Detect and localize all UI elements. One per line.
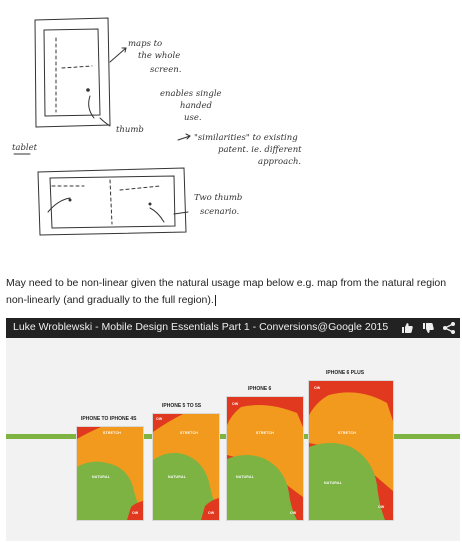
note-paragraph	[6, 275, 458, 309]
phone-iphone-5s	[152, 413, 220, 521]
sketch-label-approach: approach.	[258, 157, 302, 167]
share-icon[interactable]	[442, 321, 456, 335]
video-title[interactable]: Luke Wroblewski - Mobile Design Essentials Part 1 - Conversions@Google 2015	[13, 321, 389, 333]
phone-iphone-4s	[76, 426, 144, 521]
sketch-label-handed: handed	[180, 101, 212, 111]
stretch-label: STRETCH	[180, 431, 198, 435]
usage-map	[309, 381, 393, 520]
usage-map	[77, 427, 143, 520]
sketch-label-two-thumb: Two thumb	[194, 193, 243, 203]
natural-label: NATURAL	[92, 475, 111, 479]
sketch-label-maps-to: maps to	[128, 39, 163, 49]
sketch-label-thumb: thumb	[116, 125, 144, 135]
ow-label: OW	[156, 417, 163, 421]
sketch-label-scenario: scenario.	[200, 207, 240, 217]
hand-drawn-sketch	[0, 0, 462, 245]
usage-map	[227, 397, 303, 520]
sketch-label-enables: enables single	[160, 89, 222, 99]
ow-label: OW	[378, 505, 385, 509]
phone-iphone-6	[226, 396, 304, 521]
phone-label-iphone-5s: IPHONE 5 TO 5S	[162, 403, 202, 409]
video-header	[6, 318, 460, 338]
ow-label: OW	[208, 511, 215, 515]
sketch-label-tablet: tablet	[12, 143, 38, 153]
natural-label: NATURAL	[236, 475, 255, 479]
sketch-label-use: use.	[184, 113, 202, 123]
ow-label: OW	[314, 386, 321, 390]
stretch-label: STRETCH	[103, 431, 121, 435]
thumbs-up-icon[interactable]	[400, 321, 414, 335]
video-actions	[400, 321, 456, 335]
usage-map	[153, 414, 219, 520]
phone-label-iphone-4s: IPHONE TO IPHONE 4S	[81, 416, 137, 422]
natural-label: NATURAL	[324, 481, 343, 485]
phone-label-iphone-6-plus: IPHONE 6 PLUS	[326, 370, 365, 376]
ow-label: OW	[232, 402, 239, 406]
thumbs-down-icon[interactable]	[421, 321, 435, 335]
video-frame[interactable]	[6, 318, 460, 541]
text-cursor	[215, 295, 216, 306]
ow-label: OW	[132, 511, 139, 515]
sketch-drawing	[0, 0, 462, 245]
note-text: May need to be non-linear given the natural usage map below e.g. map from the natural region non-linearly (and gradually to the full region).	[6, 277, 447, 306]
stretch-label: STRETCH	[338, 431, 356, 435]
natural-label: NATURAL	[168, 475, 187, 479]
phone-label-iphone-6: IPHONE 6	[248, 386, 272, 392]
stretch-label: STRETCH	[256, 431, 274, 435]
sketch-label-similarities: "similarities" to existing	[194, 133, 298, 143]
sketch-label-patent: patent. ie. different	[218, 145, 302, 155]
sketch-label-the-whole: the whole	[138, 51, 181, 61]
ow-label: OW	[290, 511, 297, 515]
sketch-label-screen: screen.	[150, 65, 182, 75]
phone-iphone-6-plus	[308, 380, 394, 521]
